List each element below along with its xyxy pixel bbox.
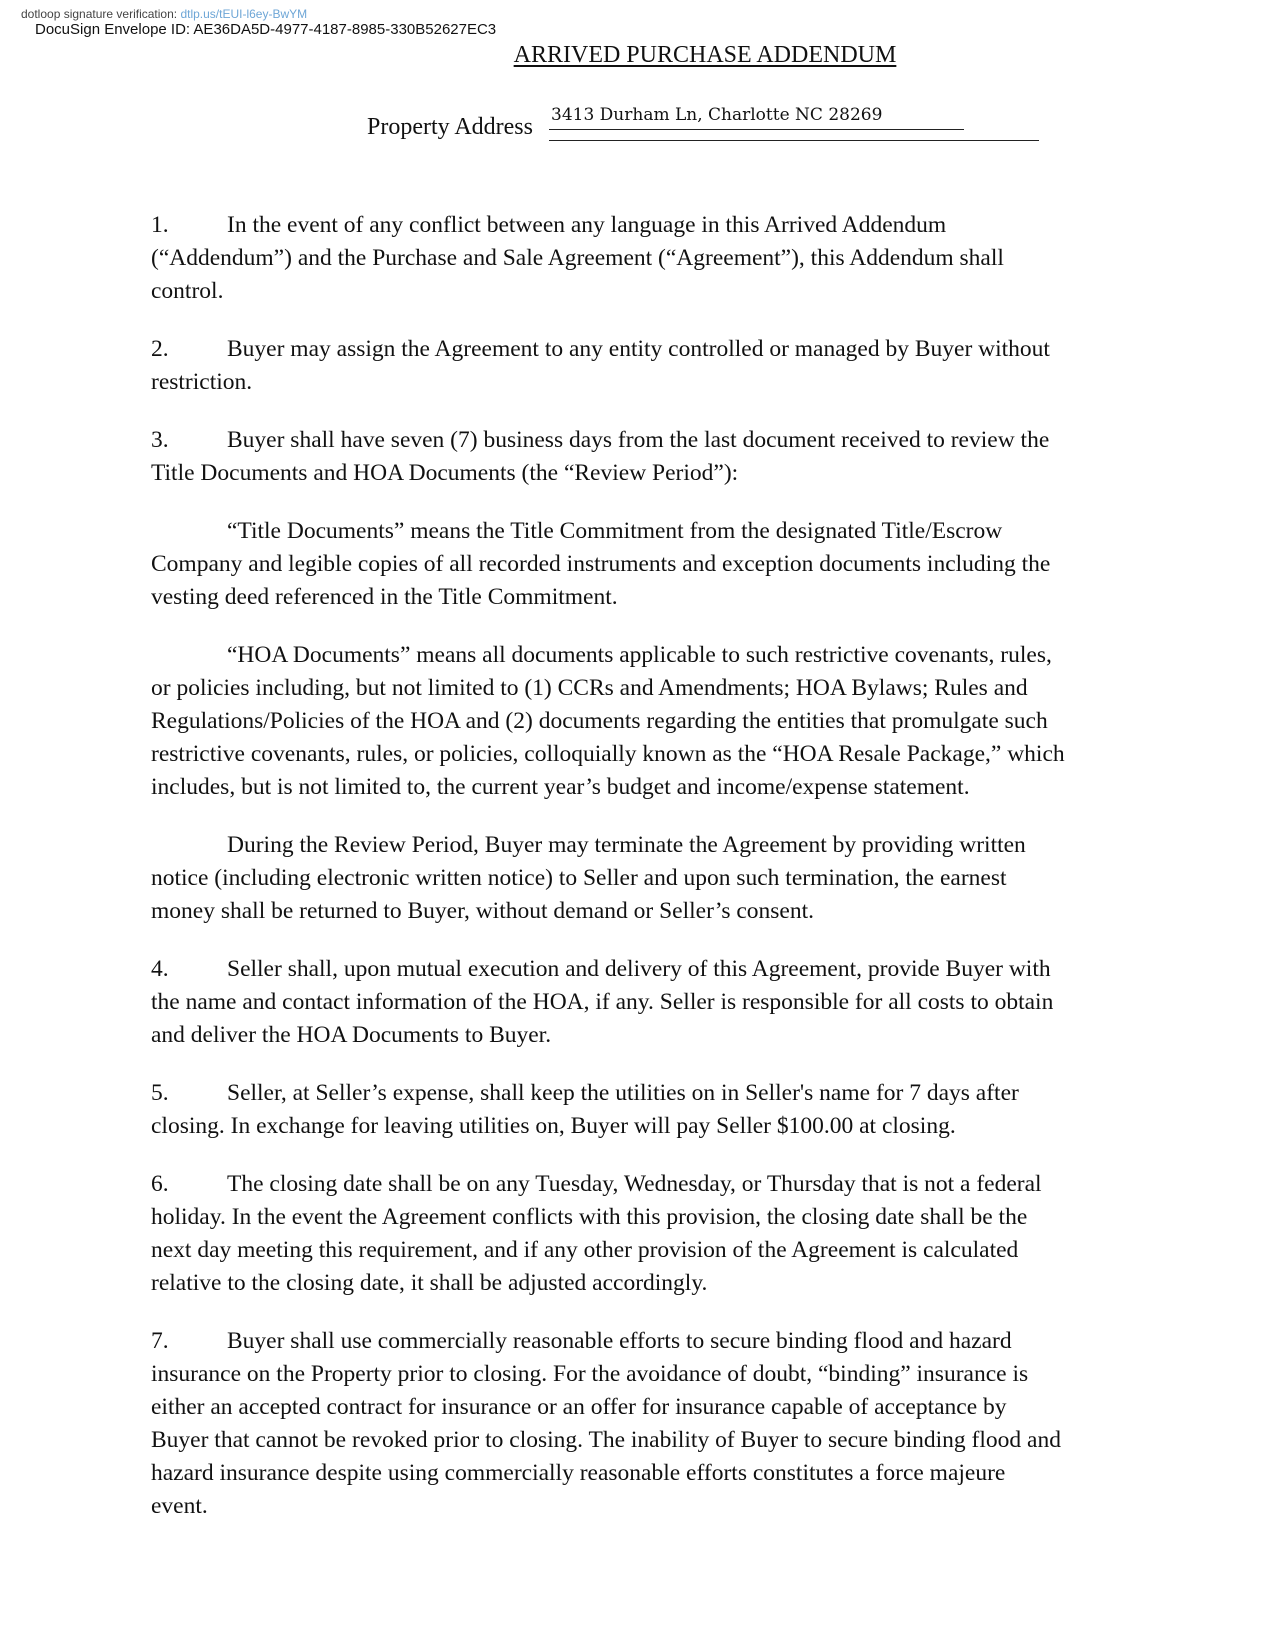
section-text: restrictive covenants, rules, or policies, colloquially known as the “HOA Resale Package,” which bbox=[151, 741, 1065, 767]
section-number: 2. bbox=[151, 336, 169, 362]
section-number: 6. bbox=[151, 1171, 169, 1197]
section-7 bbox=[151, 1325, 1131, 1523]
section-line bbox=[151, 639, 1131, 672]
section-text: Buyer shall use commercially reasonable efforts to secure binding flood and hazard bbox=[227, 1328, 1012, 1354]
section-text: control. bbox=[151, 278, 224, 304]
section-line bbox=[151, 333, 1131, 366]
property-address-label: Property Address bbox=[367, 114, 533, 140]
section-line bbox=[151, 953, 1131, 986]
section-text: restriction. bbox=[151, 369, 253, 395]
property-address-underline bbox=[549, 129, 964, 130]
section-number: 4. bbox=[151, 956, 169, 982]
section-text: vesting deed referenced in the Title Commitment. bbox=[151, 584, 618, 610]
section-line bbox=[151, 1267, 1131, 1300]
section-6 bbox=[151, 1168, 1131, 1300]
section-line bbox=[151, 986, 1131, 1019]
dotloop-label: dotloop signature verification: bbox=[21, 7, 181, 21]
section-line bbox=[151, 457, 1131, 490]
section-line bbox=[151, 209, 1131, 242]
section-number: 1. bbox=[151, 212, 169, 238]
section-line bbox=[151, 515, 1131, 548]
section-line bbox=[151, 705, 1131, 738]
section-line bbox=[151, 1234, 1131, 1267]
section-text: (“Addendum”) and the Purchase and Sale Agreement (“Agreement”), this Addendum shall bbox=[151, 245, 1004, 271]
section-line bbox=[151, 1077, 1131, 1110]
section-text: Company and legible copies of all recorded instruments and exception documents including the bbox=[151, 551, 1051, 577]
section-line bbox=[151, 1110, 1131, 1143]
section-line bbox=[151, 1391, 1131, 1424]
dotloop-verification bbox=[21, 7, 307, 21]
section-text: Regulations/Policies of the HOA and (2) documents regarding the entities that promulgate such bbox=[151, 708, 1048, 734]
section-text: money shall be returned to Buyer, without demand or Seller’s consent. bbox=[151, 898, 815, 924]
section-line bbox=[151, 862, 1131, 895]
section-line bbox=[151, 1490, 1131, 1523]
section-number: 5. bbox=[151, 1080, 169, 1106]
section-subparagraph bbox=[151, 639, 1131, 804]
section-text: hazard insurance despite using commercially reasonable efforts constitutes a force majeure bbox=[151, 1460, 1006, 1486]
section-text: “Title Documents” means the Title Commitment from the designated Title/Escrow bbox=[227, 518, 1003, 544]
section-2 bbox=[151, 333, 1131, 399]
section-line bbox=[151, 895, 1131, 928]
section-line bbox=[151, 829, 1131, 862]
section-line bbox=[151, 1201, 1131, 1234]
section-line bbox=[151, 366, 1131, 399]
section-number: 7. bbox=[151, 1328, 169, 1354]
section-text: closing. In exchange for leaving utilities on, Buyer will pay Seller $100.00 at closing. bbox=[151, 1113, 956, 1139]
section-line bbox=[151, 1168, 1131, 1201]
section-text: relative to the closing date, it shall be adjusted accordingly. bbox=[151, 1270, 708, 1296]
section-text: During the Review Period, Buyer may terminate the Agreement by providing written bbox=[227, 832, 1026, 858]
section-subparagraph bbox=[151, 515, 1131, 614]
section-subparagraph bbox=[151, 829, 1131, 928]
section-text: the name and contact information of the HOA, if any. Seller is responsible for all costs to obtain bbox=[151, 989, 1054, 1015]
section-line bbox=[151, 771, 1131, 804]
section-line bbox=[151, 1457, 1131, 1490]
property-address-underline-long bbox=[549, 140, 1039, 141]
section-text: Buyer that cannot be revoked prior to closing. The inability of Buyer to secure binding flood and bbox=[151, 1427, 1061, 1453]
section-text: Buyer shall have seven (7) business days from the last document received to review the bbox=[227, 427, 1050, 453]
section-text: Seller, at Seller’s expense, shall keep the utilities on in Seller's name for 7 days after bbox=[227, 1080, 1019, 1106]
section-3 bbox=[151, 424, 1131, 490]
section-text: either an accepted contract for insurance or an offer for insurance capable of acceptance by bbox=[151, 1394, 1007, 1420]
section-line bbox=[151, 738, 1131, 771]
section-text: holiday. In the event the Agreement conflicts with this provision, the closing date shall be the bbox=[151, 1204, 1028, 1230]
section-text: In the event of any conflict between any language in this Arrived Addendum bbox=[227, 212, 947, 238]
section-text: insurance on the Property prior to closing. For the avoidance of doubt, “binding” insurance is bbox=[151, 1361, 1029, 1387]
section-1 bbox=[151, 209, 1131, 308]
section-text: event. bbox=[151, 1493, 208, 1519]
section-text: “HOA Documents” means all documents applicable to such restrictive covenants, rules, bbox=[227, 642, 1052, 668]
section-text: or policies including, but not limited to (1) CCRs and Amendments; HOA Bylaws; Rules and bbox=[151, 675, 1028, 701]
section-text: Seller shall, upon mutual execution and delivery of this Agreement, provide Buyer with bbox=[227, 956, 1051, 982]
section-text: and deliver the HOA Documents to Buyer. bbox=[151, 1022, 552, 1048]
dotloop-verification-link[interactable]: dtlp.us/tEUI-l6ey-BwYM bbox=[180, 7, 308, 21]
section-line bbox=[151, 1325, 1131, 1358]
section-text: includes, but is not limited to, the current year’s budget and income/expense statement. bbox=[151, 774, 970, 800]
section-4 bbox=[151, 953, 1131, 1052]
section-line bbox=[151, 1424, 1131, 1457]
section-text: Buyer may assign the Agreement to any entity controlled or managed by Buyer without bbox=[227, 336, 1050, 362]
section-text: The closing date shall be on any Tuesday, Wednesday, or Thursday that is not a federal bbox=[227, 1171, 1042, 1197]
section-line bbox=[151, 242, 1131, 275]
section-line bbox=[151, 672, 1131, 705]
section-line bbox=[151, 1358, 1131, 1391]
section-line bbox=[151, 424, 1131, 457]
addendum-body bbox=[151, 209, 1131, 1548]
section-line bbox=[151, 275, 1131, 308]
section-text: next day meeting this requirement, and if any other provision of the Agreement is calculated bbox=[151, 1237, 1019, 1263]
property-address-value: 3413 Durham Ln, Charlotte NC 28269 bbox=[551, 105, 883, 125]
section-line bbox=[151, 548, 1131, 581]
section-text: notice (including electronic written notice) to Seller and upon such termination, the earnest bbox=[151, 865, 1007, 891]
section-text: Title Documents and HOA Documents (the “Review Period”): bbox=[151, 460, 739, 486]
docusign-envelope-id: DocuSign Envelope ID: AE36DA5D-4977-4187-8985-330B52627EC3 bbox=[35, 21, 497, 38]
section-line bbox=[151, 1019, 1131, 1052]
section-number: 3. bbox=[151, 427, 169, 453]
section-line bbox=[151, 581, 1131, 614]
section-5 bbox=[151, 1077, 1131, 1143]
document-title: ARRIVED PURCHASE ADDENDUM bbox=[513, 42, 897, 68]
